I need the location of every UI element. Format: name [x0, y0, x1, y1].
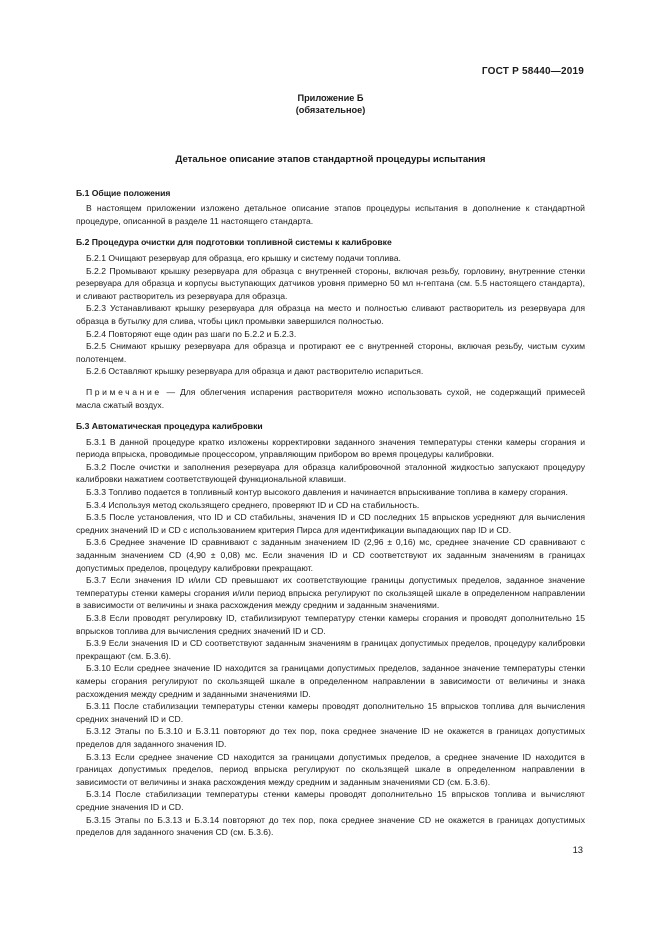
paragraph: Б.2.6 Оставляют крышку резервуара для образца и дают растворителю испариться.: [86, 366, 424, 377]
paragraph: Б.3.10 Если среднее значение ID находится за границами допустимых пределов, заданное значение температуры стенки камеры сгорания регулируют по скользящей шкале в определенном направлении в зависимости от величины и знака расхождения между средним и заданными значениями ID.: [76, 663, 585, 699]
paragraph: Б.3.7 Если значения ID и/или CD превышают их соответствующие границы допустимых пределов, заданное значение температуры стенки камеры сгорания и/или период впрыска регулируют по скользящей шкале в определенном направлении в зависимости от величины и знака расхождения между средним и заданным значениями.: [76, 575, 585, 611]
section-heading: Б.3 Автоматическая процедура калибровки: [76, 421, 263, 432]
paragraph: Б.2.3 Устанавливают крышку резервуара для образца на место и полностью сливают растворитель из резервуара для образца в бутылку для слива, чтобы цикл промывки завершился полностью.: [76, 303, 585, 326]
paragraph: Б.3.8 Если проводят регулировку ID, стабилизируют температуру стенки камеры сгорания и проводят дополнительно 15 впрысков топлива для вычисления средних значений ID и CD.: [76, 613, 585, 636]
paragraph: Б.3.13 Если среднее значение CD находится за границами допустимых пределов, а среднее значение ID находится в границах допустимых пределов, период впрыска регулируют по скользящей шкале в определенном направлении в зависимости от величины и знака расхождения между средним и заданным значениями CD (см. Б.3.6).: [76, 751, 585, 787]
paragraph: Б.3.14 После стабилизации температуры стенки камеры проводят дополнительно 15 впрысков топлива и вычисляют средние значения ID и CD.: [76, 789, 585, 812]
paragraph: Б.3.2 После очистки и заполнения резервуара для образца калибровочной эталонной жидкостью запускают процедуру калибровки нажатием соответствующей функциональной клавиши.: [76, 461, 585, 485]
section-heading: Б.1 Общие положения: [76, 187, 171, 198]
paragraph: Б.3.15 Этапы по Б.3.13 и Б.3.14 повторяют до тех пор, пока среднее значение CD не окажется в границах допустимых пределов для заданного значения CD (см. Б.3.6).: [76, 814, 585, 838]
note-label: Примечание: [86, 386, 162, 397]
section-heading: Б.2 Процедура очистки для подготовки топливной системы к калибровке: [76, 237, 392, 248]
paragraph: Б.3.9 Если значения ID и CD соответствуют заданным значениям в границах допустимых пределов, процедуру калибровки прекращают (см. Б.3.6).: [76, 638, 585, 661]
paragraph: Б.2.4 Повторяют еще один раз шаги по Б.2.2 и Б.2.3.: [86, 328, 297, 339]
paragraph: Б.3.3 Топливо подается в топливный контур высокого давления и начинается впрыскивание топлива в камеру сгорания.: [86, 487, 568, 498]
page-number: 13: [572, 844, 583, 855]
note: [76, 386, 585, 411]
document-code: ГОСТ Р 58440—2019: [481, 66, 584, 77]
paragraph: Б.3.11 После стабилизации температуры стенки камеры проводят дополнительно 15 впрысков топлива для вычисления средних значений ID и CD.: [76, 701, 585, 724]
paragraph: Б.2.1 Очищают резервуар для образца, его крышку и систему подачи топлива.: [86, 252, 401, 263]
annex-title: Приложение Б: [297, 93, 364, 103]
paragraph: Б.3.4 Используя метод скользящего среднего, проверяют ID и CD на стабильность.: [86, 499, 420, 510]
paragraph: Б.2.2 Промывают крышку резервуара для образца с внутренней стороны, включая резьбу, горловину, внутренние стенки резервуара для образца и корпусы выступающих датчиков уровня примерно 50 мл н-гептана (см. 5.5 настоящего стандарта), и сливают растворитель из резервуара для образца.: [76, 265, 585, 301]
paragraph: Б.3.5 После установления, что ID и CD стабильны, значения ID и CD последних 15 впрысков усредняют для вычисления средних значений ID и CD с использованием критерия Пирса для идентификации выпадающих пар ID и CD.: [76, 512, 585, 535]
page-content: [76, 92, 585, 839]
annex-status: (обязательное): [295, 105, 366, 115]
paragraph: В настоящем приложении изложено детальное описание этапов процедуры испытания в дополнение к стандартной процедуре, описанной в разделе 11 настоящего стандарта.: [76, 203, 585, 226]
paragraph: Б.3.6 Среднее значение ID сравнивают с заданным значением ID (2,96 ± 0,16) мс, среднее значение CD сравнивают с заданным значением CD (4,90 ± 0,08) мс. Если значения ID и CD соответствуют их заданным значениям в границах допустимых пределов, процедуру калибровки прекращают.: [76, 537, 585, 573]
page-title: Детальное описание этапов стандартной процедуры испытания: [175, 154, 486, 165]
note-text: — Для облегчения испарения растворителя можно использовать сухой, не содержащий примесей масла сжатый воздух.: [76, 386, 585, 410]
paragraph: Б.3.12 Этапы по Б.3.10 и Б.3.11 повторяют до тех пор, пока среднее значение ID не окажется в границах допустимых пределов для заданного значения ID.: [76, 726, 585, 749]
paragraph: Б.3.1 В данной процедуре кратко изложены корректировки заданного значения температуры стенки камеры сгорания и периода впрыска, проводимые процессором, управляющим прибором во время процедуры калибровки.: [76, 436, 585, 460]
paragraph: Б.2.5 Снимают крышку резервуара для образца и протирают ее с внутренней стороны, включая резьбу, чистым сухим полотенцем.: [76, 341, 585, 364]
